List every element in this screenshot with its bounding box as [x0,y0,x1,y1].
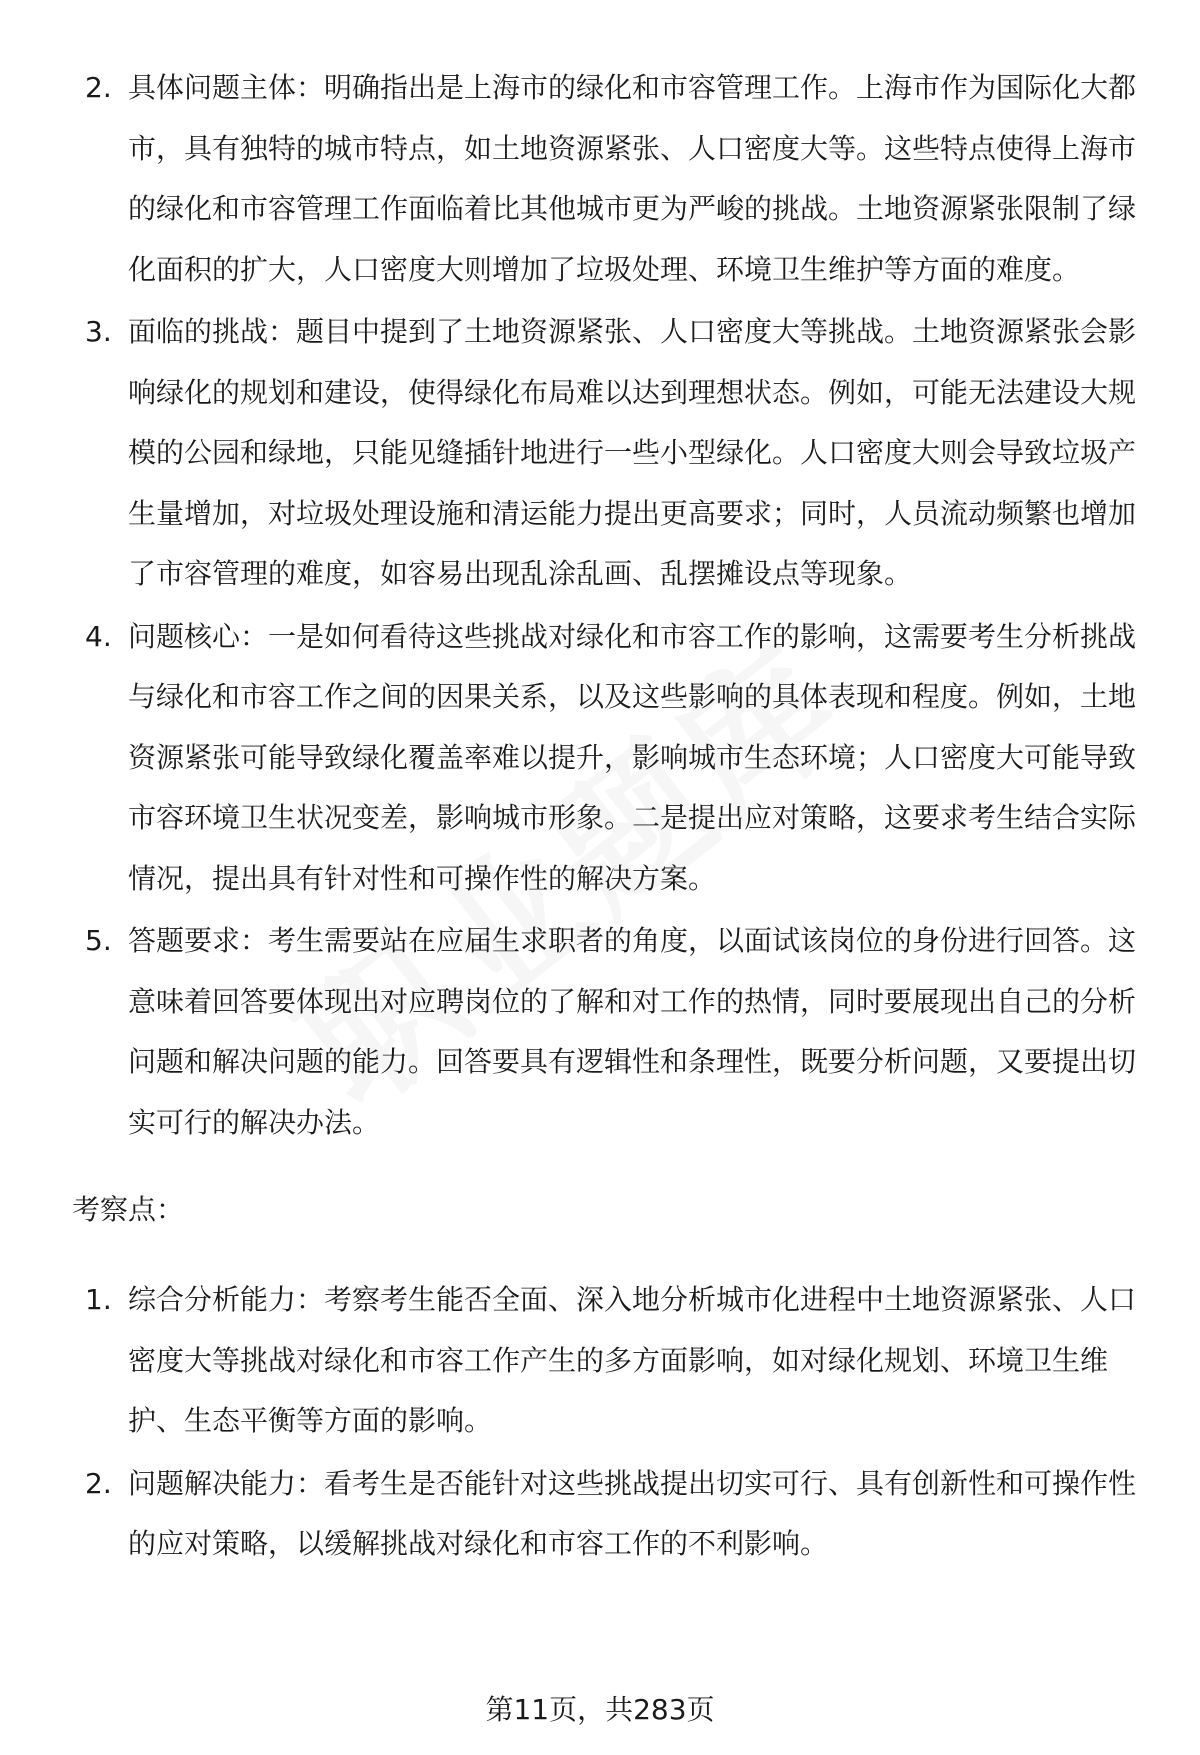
section-title: 考察点： [72,1193,185,1226]
item-number: 1. [85,1283,112,1316]
list-item [0,1270,1200,1452]
item-number: 3. [85,315,112,348]
list-item [0,58,1200,300]
item-text: 答题要求：考生需要站在应届生求职者的角度，以面试该岗位的身份进行回答。这意味着回答要体现出对应聘岗位的了解和对工作的热情，同时要展现出自己的分析问题和解决问题的能力。回答要具有逻辑性和条理性，既要分析问题，又要提出切实可行的解决办法。 [128,924,1137,1139]
list-part2 [0,1270,1200,1577]
item-number: 5. [85,924,112,957]
item-text: 面临的挑战：题目中提到了土地资源紧张、人口密度大等挑战。土地资源紧张会影响绿化的规划和建设，使得绿化布局难以达到理想状态。例如，可能无法建设大规模的公园和绿地，只能见缝插针地进行一些小型绿化。人口密度大则会导致垃圾产生量增加，对垃圾处理设施和清运能力提出更高要求；同时，人员流动频繁也增加了市容管理的难度，如容易出现乱涂乱画、乱摆摊设点等现象。 [128,315,1137,590]
item-text: 具体问题主体：明确指出是上海市的绿化和市容管理工作。上海市作为国际化大都市，具有独特的城市特点，如土地资源紧张、人口密度大等。这些特点使得上海市的绿化和市容管理工作面临着比其他城市更为严峻的挑战。土地资源紧张限制了绿化面积的扩大，人口密度大则增加了垃圾处理、环境卫生维护等方面的难度。 [128,71,1137,286]
item-text: 问题解决能力：看考生是否能针对这些挑战提出切实可行、具有创新性和可操作性的应对策略，以缓解挑战对绿化和市容工作的不利影响。 [128,1466,1137,1560]
item-text: 问题核心：一是如何看待这些挑战对绿化和市容工作的影响，这需要考生分析挑战与绿化和市容工作之间的因果关系，以及这些影响的具体表现和程度。例如，土地资源紧张可能导致绿化覆盖率难以提升，影响城市生态环境；人口密度大可能导致市容环境卫生状况变差，影响城市形象。二是提出应对策略，这要求考生结合实际情况，提出具有针对性和可操作性的解决方案。 [128,619,1137,895]
list-item [0,911,1200,1153]
list-part1 [0,58,1200,1155]
list-item [0,302,1200,605]
item-number: 2. [85,71,112,104]
item-text: 综合分析能力：考察考生能否全面、深入地分析城市化进程中土地资源紧张、人口密度大等挑战对绿化和市容工作产生的多方面影响，如对绿化规划、环境卫生维护、生态平衡等方面的影响。 [128,1283,1137,1437]
item-number: 2. [85,1466,112,1500]
item-number: 4. [85,619,112,653]
list-item [0,1454,1200,1575]
page-footer: 第11页，共283页 [485,1693,715,1726]
list-item [0,607,1200,910]
